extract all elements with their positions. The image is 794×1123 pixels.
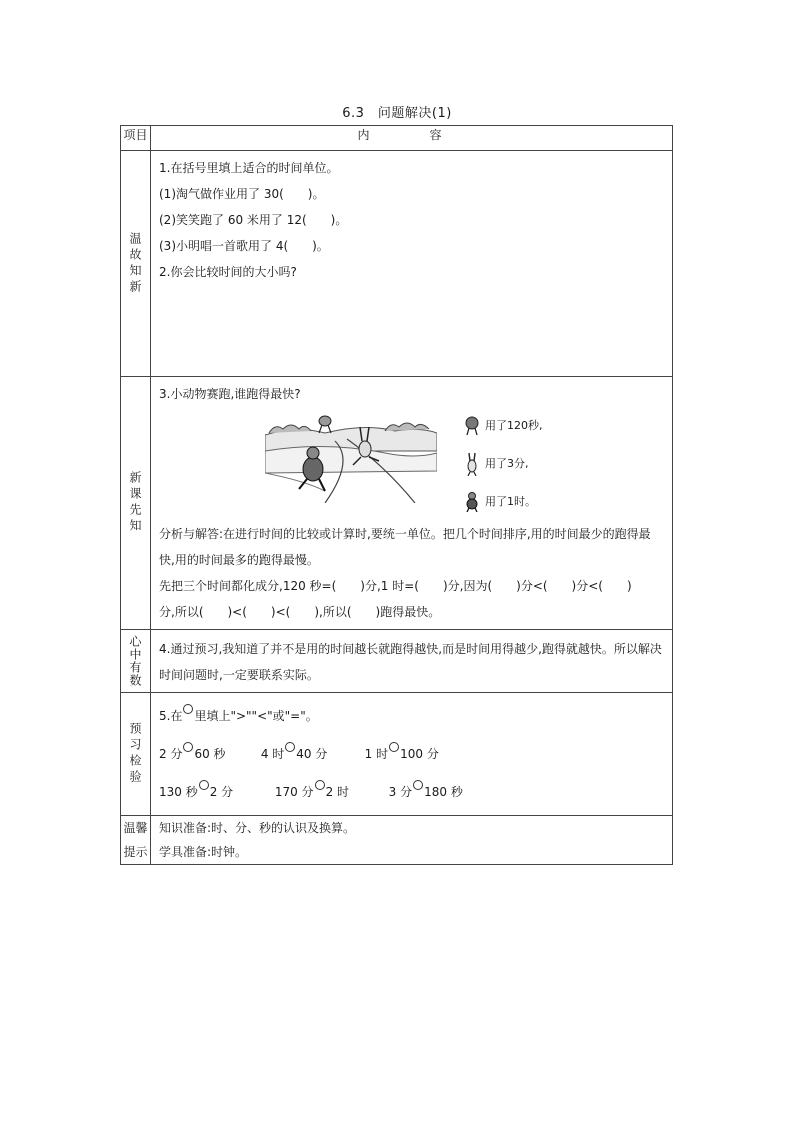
compare-row-1 bbox=[159, 735, 666, 773]
section-label-check: 预习检验 bbox=[128, 722, 142, 786]
header-item: 项目 bbox=[121, 126, 151, 151]
section-label-new-lesson: 新课先知 bbox=[128, 471, 142, 535]
race-turtle-figure bbox=[319, 416, 331, 433]
tips-label-top: 温馨 bbox=[123, 821, 148, 835]
compare-item: 2 分 60 秒 bbox=[159, 735, 257, 773]
compare-circle[interactable] bbox=[315, 780, 325, 790]
section-reflection bbox=[121, 630, 673, 693]
compare-row-2 bbox=[159, 773, 666, 811]
race-question: 3.小动物赛跑,谁跑得最快? bbox=[159, 387, 301, 401]
review-line-4: (3)小明唱一首歌用了 4( )。 bbox=[159, 239, 329, 253]
compare-item: 170 分 2 时 bbox=[275, 773, 385, 811]
animal-time-runner: 用了1时。 bbox=[485, 495, 536, 508]
compare-circle[interactable] bbox=[199, 780, 209, 790]
reflection-text: 4.通过预习,我知道了并不是用的时间越长就跑得越快,而是时间用得越少,跑得就越快。所以解决时间问题时,一定要联系实际。 bbox=[159, 642, 662, 682]
runner-icon bbox=[465, 492, 479, 512]
tips-label-bottom: 提示 bbox=[123, 845, 148, 859]
analysis-step-2: 分,所以( )<( )<( ),所以( )跑得最快。 bbox=[159, 605, 441, 619]
animal-row-turtle bbox=[465, 407, 543, 445]
section-check bbox=[121, 693, 673, 816]
review-line-2: (1)淘气做作业用了 30( )。 bbox=[159, 187, 325, 201]
compare-question bbox=[159, 697, 666, 735]
worksheet-table bbox=[120, 125, 673, 865]
compare-circle[interactable] bbox=[285, 742, 295, 752]
compare-item: 4 时 40 分 bbox=[261, 735, 361, 773]
compare-item: 130 秒 2 分 bbox=[159, 773, 271, 811]
compare-item: 1 时 100 分 bbox=[365, 735, 439, 773]
section-tips bbox=[121, 816, 673, 865]
review-line-5: 2.你会比较时间的大小吗? bbox=[159, 265, 297, 279]
turtle-icon bbox=[465, 415, 479, 437]
section-label-reflection: 心中有数 bbox=[128, 635, 142, 687]
analysis-text: 分析与解答:在进行时间的比较或计算时,要统一单位。把几个时间排序,用的时间最少的跑得最快,用的时间最多的跑得最慢。 bbox=[159, 527, 651, 567]
section-new-lesson bbox=[121, 377, 673, 630]
compare-circle[interactable] bbox=[183, 742, 193, 752]
compare-item: 3 分 180 秒 bbox=[389, 773, 463, 811]
circle-icon bbox=[183, 704, 193, 714]
race-illustration bbox=[265, 411, 437, 503]
compare-circle[interactable] bbox=[413, 780, 423, 790]
animal-row-runner bbox=[465, 483, 543, 521]
tips-line-2: 学具准备:时钟。 bbox=[159, 845, 248, 859]
animal-time-turtle: 用了120秒, bbox=[485, 419, 543, 432]
table-header-row bbox=[121, 126, 673, 151]
compare-question-prefix: 5.在 bbox=[159, 709, 183, 723]
review-line-1: 1.在括号里填上适合的时间单位。 bbox=[159, 161, 339, 175]
compare-question-suffix: 里填上">""<"或"="。 bbox=[194, 709, 318, 723]
section-label-review: 温故知新 bbox=[128, 231, 142, 296]
header-content: 内 容 bbox=[151, 126, 673, 151]
animal-time-rabbit: 用了3分, bbox=[485, 457, 529, 470]
rabbit-icon bbox=[465, 452, 479, 476]
analysis-step-1: 先把三个时间都化成分,120 秒=( )分,1 时=( )分,因为( )分<( )分<( ) bbox=[159, 579, 632, 593]
review-line-3: (2)笑笑跑了 60 米用了 12( )。 bbox=[159, 213, 348, 227]
animal-row-rabbit bbox=[465, 445, 543, 483]
tips-line-1: 知识准备:时、分、秒的认识及换算。 bbox=[159, 821, 356, 835]
page-title: 6.3 问题解决(1) bbox=[342, 106, 452, 121]
compare-circle[interactable] bbox=[389, 742, 399, 752]
section-review bbox=[121, 151, 673, 377]
